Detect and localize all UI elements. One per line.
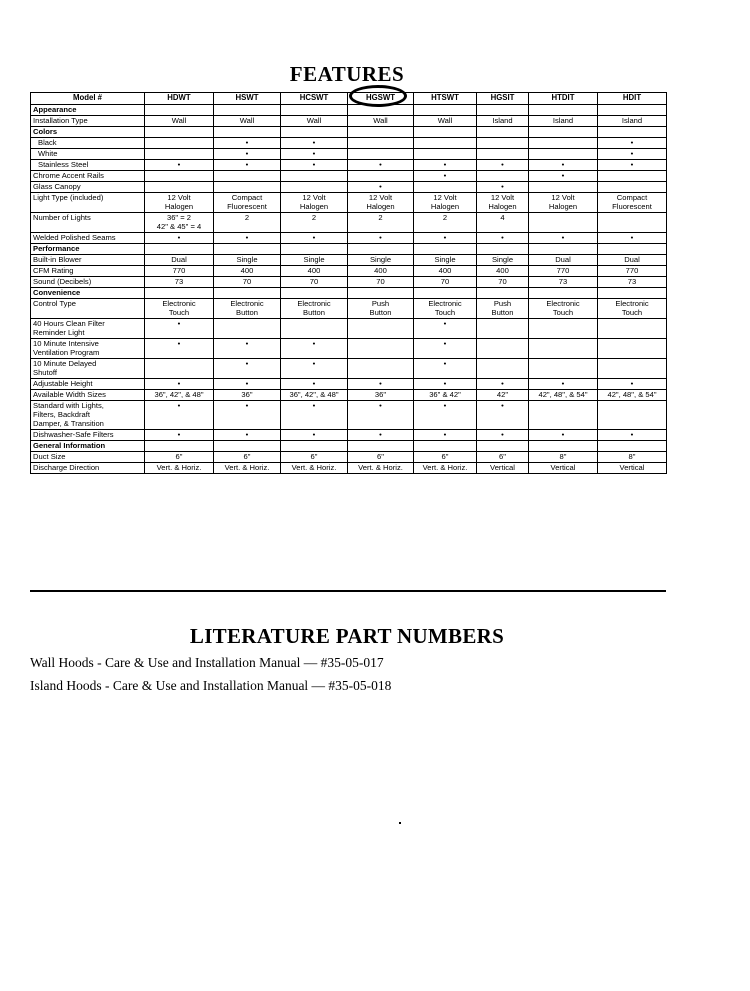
table-cell — [348, 138, 414, 149]
table-section-row — [31, 441, 667, 452]
table-section-row — [31, 127, 667, 138]
table-cell — [477, 105, 529, 116]
column-header: HGSIT — [477, 93, 529, 105]
table-cell — [529, 213, 598, 233]
table-cell: 770 — [598, 266, 667, 277]
row-label: Installation Type — [31, 116, 145, 127]
row-label: General Information — [31, 441, 145, 452]
table-cell: • — [529, 379, 598, 390]
table-cell: 36" — [214, 390, 281, 401]
table-cell: 400 — [477, 266, 529, 277]
table-cell: • — [414, 160, 477, 171]
table-cell: Single — [214, 255, 281, 266]
table-cell: Island — [598, 116, 667, 127]
table-cell: 400 — [414, 266, 477, 277]
table-cell: Compact Fluorescent — [214, 193, 281, 213]
table-cell: 4 — [477, 213, 529, 233]
table-cell: • — [348, 182, 414, 193]
column-header: HSWT — [214, 93, 281, 105]
table-cell — [281, 244, 348, 255]
table-cell: • — [598, 379, 667, 390]
table-cell — [348, 171, 414, 182]
table-cell: • — [348, 160, 414, 171]
table-cell: 400 — [281, 266, 348, 277]
table-cell: • — [145, 319, 214, 339]
row-label: Black — [31, 138, 145, 149]
table-cell: Wall — [214, 116, 281, 127]
table-cell: 12 Volt Halogen — [529, 193, 598, 213]
table-cell — [145, 149, 214, 160]
table-cell: Vert. & Horiz. — [348, 463, 414, 474]
table-cell: • — [598, 138, 667, 149]
table-cell — [529, 127, 598, 138]
table-cell: 6" — [348, 452, 414, 463]
table-cell: 6" — [477, 452, 529, 463]
table-cell — [529, 288, 598, 299]
row-label: Appearance — [31, 105, 145, 116]
table-cell — [529, 339, 598, 359]
table-cell: • — [281, 339, 348, 359]
table-cell — [214, 288, 281, 299]
row-label: CFM Rating — [31, 266, 145, 277]
table-cell: 6" — [281, 452, 348, 463]
table-cell: • — [414, 359, 477, 379]
literature-line-island: Island Hoods - Care & Use and Installation Manual — #35-05-018 — [30, 678, 392, 693]
table-cell — [145, 105, 214, 116]
table-cell — [414, 288, 477, 299]
table-cell: 70 — [477, 277, 529, 288]
row-label: Number of Lights — [31, 213, 145, 233]
table-cell — [348, 244, 414, 255]
table-cell — [477, 319, 529, 339]
table-cell: 2 — [281, 213, 348, 233]
table-row — [31, 359, 667, 379]
table-cell: • — [348, 233, 414, 244]
table-cell: Vertical — [529, 463, 598, 474]
table-cell: Electronic Touch — [145, 299, 214, 319]
table-cell — [281, 127, 348, 138]
table-cell: • — [414, 319, 477, 339]
table-cell — [281, 319, 348, 339]
row-label: Stainless Steel — [31, 160, 145, 171]
table-cell — [414, 244, 477, 255]
column-header: Model # — [31, 93, 145, 105]
table-cell: 400 — [348, 266, 414, 277]
section-divider — [30, 590, 666, 592]
table-cell: 42", 48", & 54" — [598, 390, 667, 401]
table-row — [31, 339, 667, 359]
table-cell: 70 — [214, 277, 281, 288]
table-cell: Single — [477, 255, 529, 266]
table-cell — [598, 319, 667, 339]
table-cell — [414, 182, 477, 193]
row-label: Adjustable Height — [31, 379, 145, 390]
table-cell — [529, 319, 598, 339]
table-cell: Dual — [145, 255, 214, 266]
table-cell — [414, 127, 477, 138]
table-cell: Wall — [145, 116, 214, 127]
table-cell — [477, 339, 529, 359]
row-label: Duct Size — [31, 452, 145, 463]
table-cell — [598, 244, 667, 255]
table-cell: 12 Volt Halogen — [281, 193, 348, 213]
table-cell: Electronic Touch — [529, 299, 598, 319]
table-cell: • — [414, 339, 477, 359]
table-cell — [281, 441, 348, 452]
table-cell — [529, 244, 598, 255]
table-cell — [529, 138, 598, 149]
table-cell: 400 — [214, 266, 281, 277]
table-cell: • — [477, 182, 529, 193]
table-cell: Single — [348, 255, 414, 266]
table-cell — [145, 359, 214, 379]
table-cell: • — [414, 430, 477, 441]
table-row — [31, 401, 667, 430]
table-row — [31, 116, 667, 127]
table-cell: • — [145, 401, 214, 430]
table-cell: • — [598, 149, 667, 160]
column-header: HDIT — [598, 93, 667, 105]
row-label: Dishwasher-Safe Filters — [31, 430, 145, 441]
table-cell — [348, 359, 414, 379]
table-cell — [414, 138, 477, 149]
table-cell — [477, 138, 529, 149]
table-cell — [214, 182, 281, 193]
table-cell: Vert. & Horiz. — [281, 463, 348, 474]
table-cell — [598, 339, 667, 359]
table-cell — [145, 127, 214, 138]
features-title: FEATURES — [289, 62, 405, 86]
table-cell: Electronic Touch — [598, 299, 667, 319]
table-cell: • — [281, 401, 348, 430]
table-cell: • — [281, 149, 348, 160]
column-header: HCSWT — [281, 93, 348, 105]
table-cell: Wall — [348, 116, 414, 127]
table-cell: Single — [281, 255, 348, 266]
table-cell — [214, 105, 281, 116]
table-cell: 6" — [214, 452, 281, 463]
table-row — [31, 390, 667, 401]
table-cell: • — [348, 430, 414, 441]
row-label: Sound (Decibels) — [31, 277, 145, 288]
table-cell: 42" — [477, 390, 529, 401]
column-header: HDWT — [145, 93, 214, 105]
table-row — [31, 233, 667, 244]
features-table-body — [31, 105, 667, 474]
table-cell: Dual — [529, 255, 598, 266]
table-cell: 2 — [414, 213, 477, 233]
row-label: 40 Hours Clean Filter Reminder Light — [31, 319, 145, 339]
table-cell: 770 — [145, 266, 214, 277]
table-cell: • — [414, 171, 477, 182]
table-cell: • — [214, 401, 281, 430]
table-row — [31, 379, 667, 390]
row-label: Chrome Accent Rails — [31, 171, 145, 182]
table-cell: 6" — [145, 452, 214, 463]
table-cell — [348, 441, 414, 452]
table-cell: • — [145, 379, 214, 390]
row-label: Built-in Blower — [31, 255, 145, 266]
table-cell: • — [598, 430, 667, 441]
table-cell: Vert. & Horiz. — [214, 463, 281, 474]
table-cell: • — [529, 160, 598, 171]
table-cell — [598, 213, 667, 233]
table-cell — [477, 127, 529, 138]
table-cell: 2 — [214, 213, 281, 233]
table-cell: 73 — [145, 277, 214, 288]
literature-title: LITERATURE PART NUMBERS — [189, 624, 505, 648]
features-table — [30, 92, 667, 474]
table-cell: • — [214, 339, 281, 359]
table-cell: Vert. & Horiz. — [145, 463, 214, 474]
table-row — [31, 149, 667, 160]
table-cell — [281, 105, 348, 116]
table-cell — [529, 359, 598, 379]
table-cell: Electronic Button — [281, 299, 348, 319]
table-cell — [145, 171, 214, 182]
table-row — [31, 213, 667, 233]
table-cell: 8" — [598, 452, 667, 463]
table-cell: • — [281, 138, 348, 149]
table-row — [31, 182, 667, 193]
table-row — [31, 266, 667, 277]
table-cell: • — [281, 160, 348, 171]
table-cell — [529, 182, 598, 193]
table-cell: 70 — [281, 277, 348, 288]
table-row — [31, 277, 667, 288]
table-cell — [529, 105, 598, 116]
table-cell: 12 Volt Halogen — [348, 193, 414, 213]
row-label: Convenience — [31, 288, 145, 299]
table-cell: Single — [414, 255, 477, 266]
table-cell: 6" — [414, 452, 477, 463]
table-cell: Push Button — [477, 299, 529, 319]
table-cell — [529, 441, 598, 452]
table-row — [31, 430, 667, 441]
table-cell: • — [529, 430, 598, 441]
table-cell: • — [145, 430, 214, 441]
table-cell: Island — [529, 116, 598, 127]
literature-line-wall: Wall Hoods - Care & Use and Installation Manual — #35-05-017 — [30, 655, 384, 670]
table-cell: Vertical — [598, 463, 667, 474]
table-cell — [598, 171, 667, 182]
table-cell — [145, 288, 214, 299]
table-cell — [145, 182, 214, 193]
table-cell: • — [477, 430, 529, 441]
table-cell: 12 Volt Halogen — [414, 193, 477, 213]
table-cell — [414, 149, 477, 160]
table-cell — [348, 149, 414, 160]
handwritten-circle-mark — [349, 85, 407, 107]
table-cell: 36" = 2 42" & 45" = 4 — [145, 213, 214, 233]
table-cell: 770 — [529, 266, 598, 277]
table-cell: • — [214, 149, 281, 160]
table-cell — [477, 441, 529, 452]
table-cell: 70 — [348, 277, 414, 288]
table-cell — [214, 244, 281, 255]
table-cell — [214, 319, 281, 339]
table-row — [31, 452, 667, 463]
table-cell — [598, 401, 667, 430]
row-label: Colors — [31, 127, 145, 138]
table-cell: • — [414, 379, 477, 390]
table-row — [31, 160, 667, 171]
table-cell: • — [477, 401, 529, 430]
table-cell: Wall — [414, 116, 477, 127]
row-label: Control Type — [31, 299, 145, 319]
table-row — [31, 193, 667, 213]
table-cell: • — [348, 401, 414, 430]
table-cell: • — [414, 401, 477, 430]
row-label: Standard with Lights, Filters, Backdraft Damper, & Transition — [31, 401, 145, 430]
table-cell: 12 Volt Halogen — [145, 193, 214, 213]
table-cell: Push Button — [348, 299, 414, 319]
stray-mark — [399, 822, 401, 824]
table-section-row — [31, 105, 667, 116]
table-row — [31, 319, 667, 339]
table-cell: 36" & 42" — [414, 390, 477, 401]
row-label: Glass Canopy — [31, 182, 145, 193]
table-cell — [281, 171, 348, 182]
table-cell: • — [529, 171, 598, 182]
table-cell — [529, 401, 598, 430]
table-cell: • — [281, 359, 348, 379]
table-cell: 73 — [598, 277, 667, 288]
table-row — [31, 171, 667, 182]
row-label: Light Type (included) — [31, 193, 145, 213]
table-cell: Compact Fluorescent — [598, 193, 667, 213]
table-cell: Electronic Button — [214, 299, 281, 319]
table-cell: • — [145, 233, 214, 244]
table-cell: Electronic Touch — [414, 299, 477, 319]
table-row — [31, 255, 667, 266]
table-cell: 42", 48", & 54" — [529, 390, 598, 401]
table-cell: Island — [477, 116, 529, 127]
table-cell — [598, 359, 667, 379]
table-row — [31, 299, 667, 319]
table-cell — [477, 244, 529, 255]
table-cell — [145, 441, 214, 452]
table-cell — [348, 339, 414, 359]
table-cell: • — [529, 233, 598, 244]
table-cell: • — [214, 160, 281, 171]
table-cell — [414, 105, 477, 116]
table-cell — [477, 171, 529, 182]
table-cell: 36" — [348, 390, 414, 401]
table-cell — [598, 288, 667, 299]
row-label: Discharge Direction — [31, 463, 145, 474]
table-row — [31, 463, 667, 474]
row-label: 10 Minute Intensive Ventilation Program — [31, 339, 145, 359]
table-cell — [477, 149, 529, 160]
table-cell: • — [145, 339, 214, 359]
table-cell: • — [477, 233, 529, 244]
column-header: HTDIT — [529, 93, 598, 105]
row-label: 10 Minute Delayed Shutoff — [31, 359, 145, 379]
table-cell: • — [214, 359, 281, 379]
row-label: Performance — [31, 244, 145, 255]
table-cell: • — [281, 233, 348, 244]
table-cell: • — [598, 233, 667, 244]
table-cell — [145, 244, 214, 255]
table-cell — [214, 127, 281, 138]
table-cell — [477, 359, 529, 379]
table-cell — [529, 149, 598, 160]
table-row — [31, 138, 667, 149]
table-section-row — [31, 288, 667, 299]
table-cell — [598, 105, 667, 116]
table-cell: Wall — [281, 116, 348, 127]
table-cell: Dual — [598, 255, 667, 266]
column-header: HTSWT — [414, 93, 477, 105]
table-cell — [214, 171, 281, 182]
table-cell: 36", 42", & 48" — [145, 390, 214, 401]
table-section-row — [31, 244, 667, 255]
table-cell: 70 — [414, 277, 477, 288]
table-cell — [281, 182, 348, 193]
table-cell: • — [214, 138, 281, 149]
table-cell: • — [598, 160, 667, 171]
table-cell: • — [414, 233, 477, 244]
row-label: Welded Polished Seams — [31, 233, 145, 244]
table-cell — [477, 288, 529, 299]
table-cell — [281, 288, 348, 299]
table-cell: 73 — [529, 277, 598, 288]
table-cell — [145, 138, 214, 149]
table-cell: • — [477, 379, 529, 390]
table-cell — [348, 127, 414, 138]
column-header: HGSWT — [348, 93, 414, 105]
table-cell: • — [214, 379, 281, 390]
table-cell: • — [214, 430, 281, 441]
table-cell: • — [145, 160, 214, 171]
table-cell: 12 Volt Halogen — [477, 193, 529, 213]
table-cell: 36", 42", & 48" — [281, 390, 348, 401]
table-cell — [348, 319, 414, 339]
table-cell: 2 — [348, 213, 414, 233]
table-cell: • — [214, 233, 281, 244]
table-cell: Vertical — [477, 463, 529, 474]
table-cell — [414, 441, 477, 452]
row-label: White — [31, 149, 145, 160]
row-label: Available Width Sizes — [31, 390, 145, 401]
table-cell — [598, 441, 667, 452]
table-cell: • — [281, 430, 348, 441]
table-cell — [598, 182, 667, 193]
table-cell: • — [348, 379, 414, 390]
table-cell: Vert. & Horiz. — [414, 463, 477, 474]
table-cell — [348, 288, 414, 299]
table-cell — [598, 127, 667, 138]
table-cell — [214, 441, 281, 452]
table-cell: • — [281, 379, 348, 390]
table-cell: • — [477, 160, 529, 171]
table-cell: 8" — [529, 452, 598, 463]
